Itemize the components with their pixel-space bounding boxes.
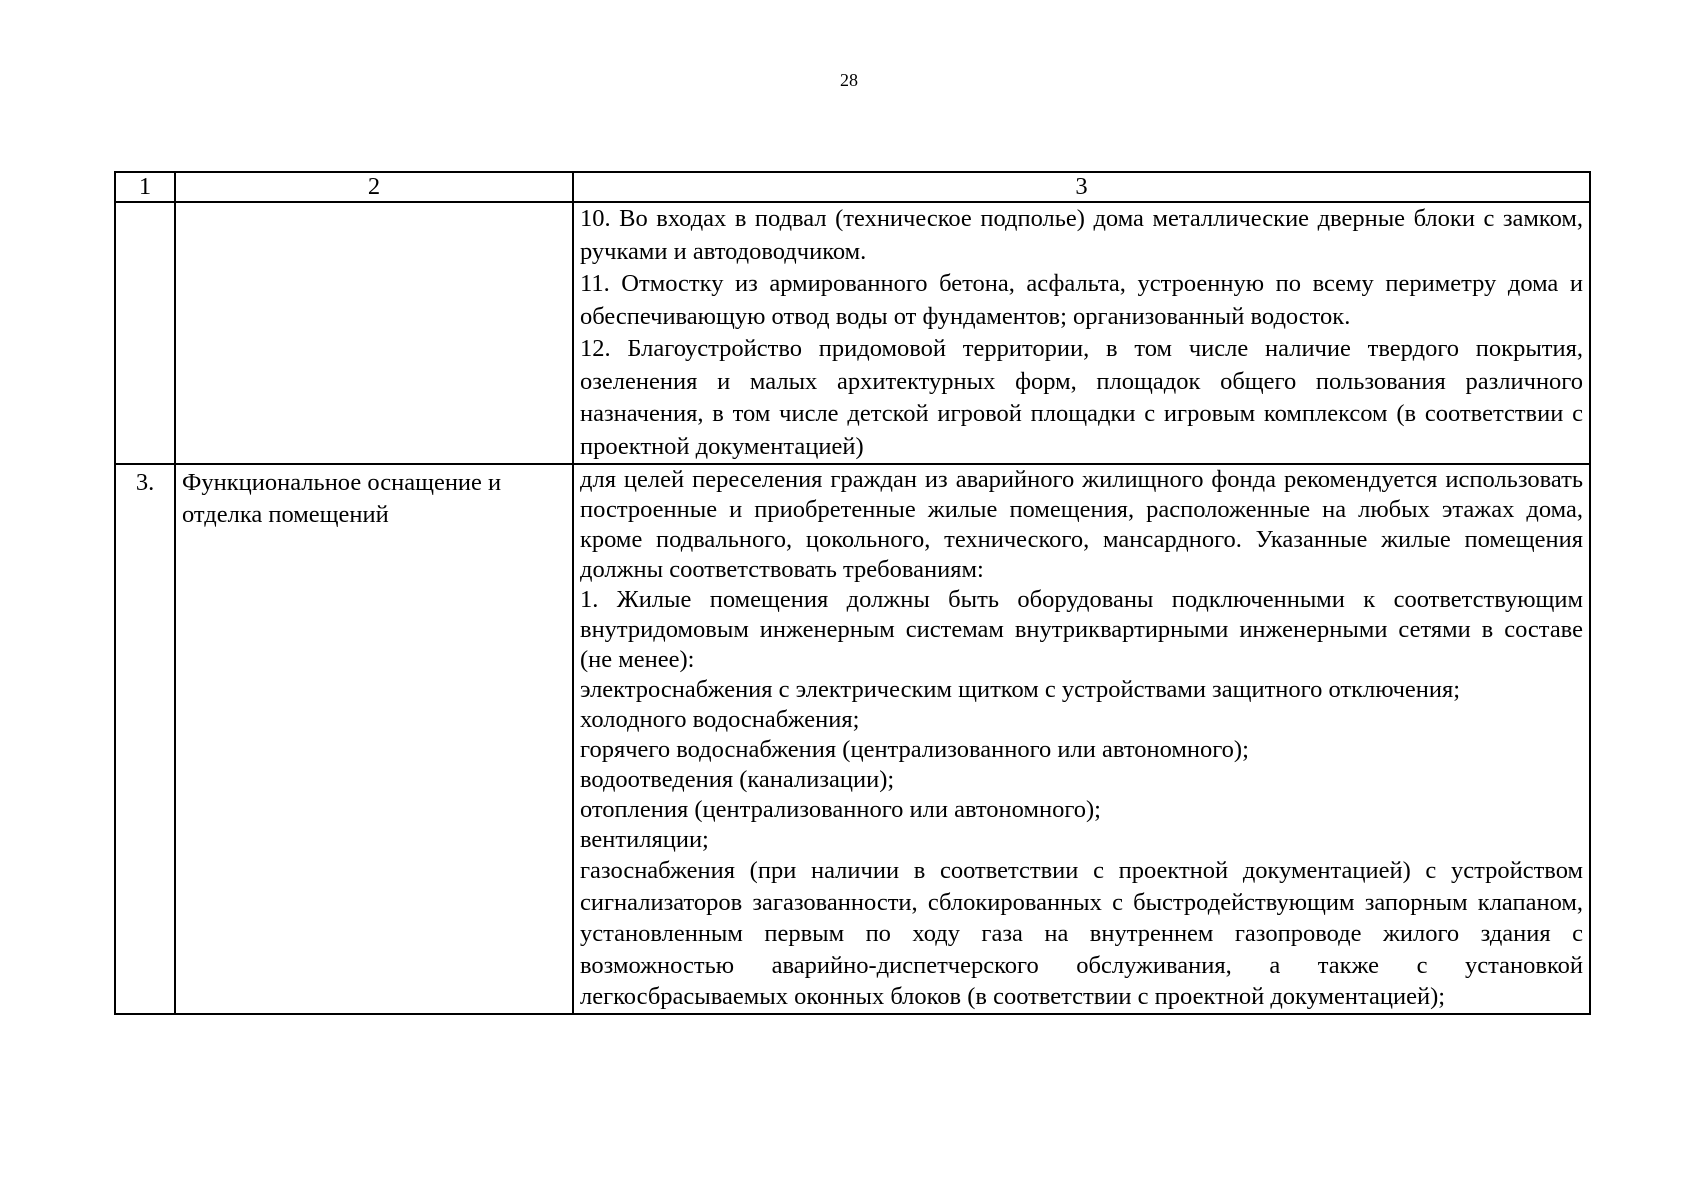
column-header-1: 1 [115, 172, 175, 202]
page-number: 28 [840, 70, 858, 90]
paragraph: газоснабжения (при наличии в соответствии с проектной документацией) с устройством сигнализаторов загазованности, сблокированных с быстродействующим запорным клапаном, установленным первым по ходу газа на внутреннем газопроводе жилого здания с возможностью аварийно-диспетчерского обслуживания, а также с установкой легкосбрасываемых оконных блоков (в соответствии с проектной документацией); [580, 857, 1583, 1010]
row-number-cell: 3. [115, 464, 175, 1014]
paragraph: 10. Во входах в подвал (техническое подполье) дома металлические дверные блоки с замком, ручками и автодоводчиком. [580, 205, 1583, 265]
row-name-cell [175, 202, 573, 464]
row-name-cell: Функциональное оснащение и отделка помещений [175, 464, 573, 1014]
paragraph: отопления (централизованного или автономного); [580, 796, 1101, 823]
paragraph: вентиляции; [580, 826, 709, 853]
column-header-3: 3 [573, 172, 1590, 202]
paragraph: для целей переселения граждан из аварийного жилищного фонда рекомендуется использовать построенные и приобретенные жилые помещения, расположенные на любых этажах дома, кроме подвального, цокольного, технического, мансардного. Указанные жилые помещения должны соответствовать требованиям: [580, 466, 1583, 583]
row-content-cell [573, 464, 1590, 1014]
paragraph: горячего водоснабжения (централизованного или автономного); [580, 736, 1249, 763]
paragraph: 1. Жилые помещения должны быть оборудованы подключенными к соответствующим внутридомовым инженерным системам внутриквартирными инженерными сетями в составе (не менее): [580, 586, 1583, 673]
paragraph: 12. Благоустройство придомовой территории, в том числе наличие твердого покрытия, озеленения и малых архитектурных форм, площадок общего пользования различного назначения, в том числе детской игровой площадки с игровым комплексом (в соответствии с проектной документацией) [580, 335, 1583, 460]
row-content-cell [573, 202, 1590, 464]
row-number-cell [115, 202, 175, 464]
table-row [115, 202, 1590, 464]
table-header-row [115, 172, 1590, 202]
paragraph: 11. Отмостку из армированного бетона, асфальта, устроенную по всему периметру дома и обеспечивающую отвод воды от фундаментов; организованный водосток. [580, 270, 1583, 330]
paragraph: водоотведения (канализации); [580, 766, 895, 793]
column-header-2: 2 [175, 172, 573, 202]
table-row [115, 464, 1590, 1014]
paragraph: электроснабжения с электрическим щитком с устройствами защитного отключения; [580, 676, 1461, 703]
requirements-table [114, 171, 1591, 1015]
paragraph: холодного водоснабжения; [580, 706, 860, 733]
